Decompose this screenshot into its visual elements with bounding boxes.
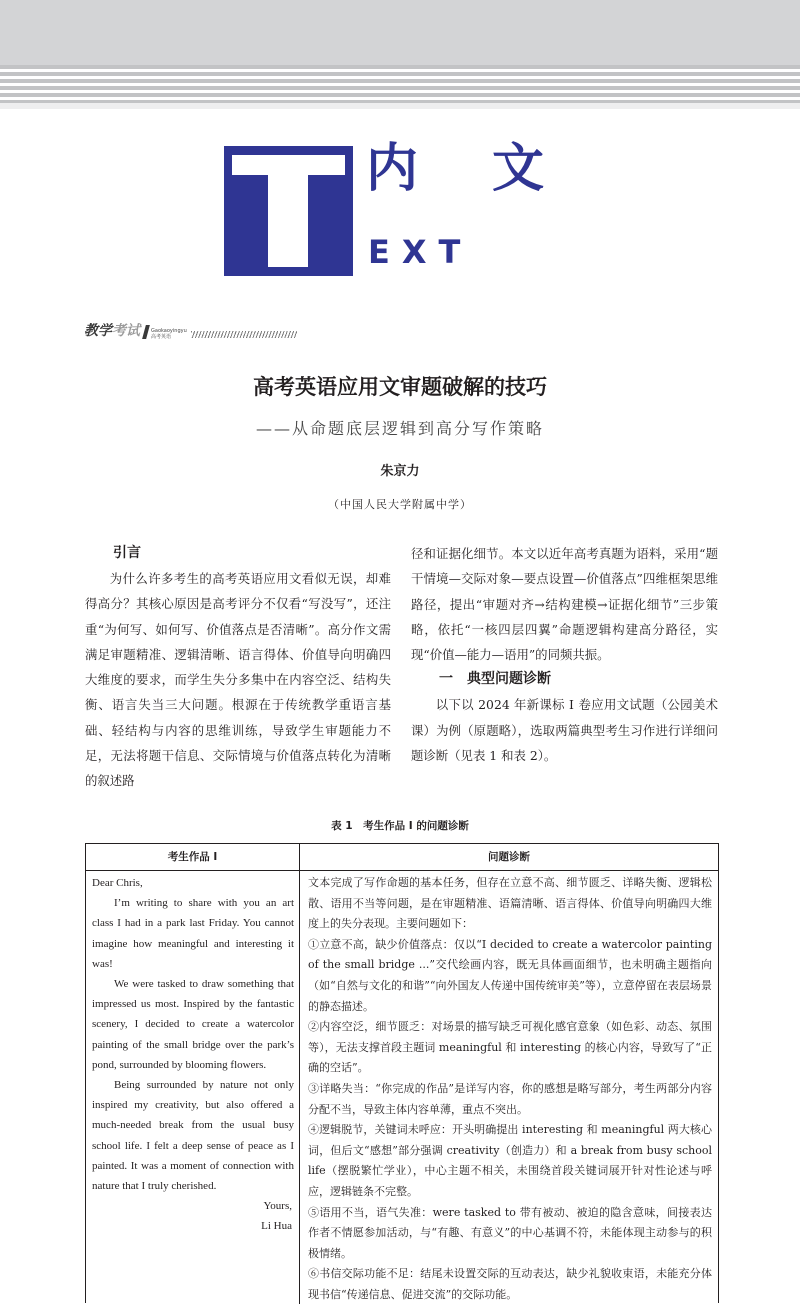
logo-cn-char-2: 文: [492, 139, 545, 199]
diagnosis-item-6: ⑥书信交际功能不足：结尾未设置交际的互动表达，缺少礼貌收束语，未能充分体现书信“传递信息、促进交流”的交际功能。: [308, 1267, 712, 1301]
intro-paragraph-continued: 径和证据化细节。本文以近年高考真题为语料，采用“题干情境—交际对象—要点设置—价值落点”四维框架思维路径，提出“审题对齐→结构建模→证据化细节”三步策略，依托“一核四层四翼”命题逻辑构建高分路径，实现“价值—能力—语用”的同频共振。: [411, 546, 718, 663]
header-stripes-fade: [0, 103, 800, 109]
logo-en-text: EXT: [368, 233, 473, 271]
diagnosis-cell: [308, 873, 712, 1305]
logo-t-stem: [268, 175, 308, 267]
diagnosis-item-2: ②内容空泛，细节匮乏：对场景的描写缺乏可视化感官意象（如色彩、动态、氛围等），无法支撑首段主题词 meaningful 和 interesting 的核心内容，导致写了“正确的空话”。: [308, 1020, 712, 1075]
student-paragraph-2: We were tasked to draw something that impressed us most. Inspired by the fantastic scenery, I decided to create a watercolor painting of the small bridge over the park’s pond, surrounded by blooming flowers.: [92, 978, 294, 1071]
diagnosis-item-4: ④逻辑脱节，关键词未呼应：开头明确提出 interesting 和 meaningful 两大核心词，但后文“感想”部分强调 creativity（创造力）和 a break from busy school life（摆脱繁忙学业），中心主题不相关，未围绕首段关键词展开针对性论述与呼应，逻辑链条不完整。: [308, 1123, 712, 1198]
body-column-right: [411, 541, 718, 768]
student-work-cell: [92, 873, 294, 1237]
table-header-student: 考生作品 Ⅰ: [167, 851, 218, 863]
student-paragraph-1: I’m writing to share with you an art class I had in a park last Friday. You cannot imagine how meaningful and interesting it was!: [92, 897, 294, 970]
header-band: [0, 0, 800, 65]
diagnosis-table: [85, 843, 719, 1303]
text-logo-icon: [224, 146, 353, 276]
section-1-heading: 一 典型问题诊断: [439, 671, 551, 688]
diagnosis-item-3: ③详略失当：“你完成的作品”是详写内容，你的感想是略写部分，考生两部分内容分配不当，导致主体内容单薄，重点不突出。: [308, 1081, 712, 1116]
body-column-left: [85, 541, 391, 794]
student-closing: Yours,: [263, 1200, 292, 1213]
diagnosis-item-1: ①立意不高，缺少价值落点：仅以“I decided to create a watercolor painting of the small bridge ...”交代绘画内容，既无具体画面细节，也未明确主题指向（如“自然与文化的和谐”“向外国友人传递中国传统审美”等），立意停留在表层场景的静态描述。: [308, 937, 712, 1013]
column-label-title: 教学考试: [84, 323, 140, 339]
logo-t-bar: [232, 155, 345, 175]
column-label-small: Gaokaoyingyu 高考英语: [151, 328, 187, 340]
article-subtitle: ——从命题底层逻辑到高分写作策略: [255, 419, 544, 438]
column-label-hatch: [191, 331, 297, 338]
table-header-divider: [86, 870, 718, 871]
table-column-divider: [299, 844, 300, 1304]
table-header-diagnosis: 问题诊断: [488, 851, 530, 863]
table-caption: 表 1 考生作品 Ⅰ 的问题诊断: [331, 820, 469, 832]
logo-cn-char-1: 内: [366, 139, 419, 199]
diagnosis-intro: 文本完成了写作命题的基本任务，但存在立意不高、细节匮乏、详略失衡、逻辑松散、语用不当等问题，是在审题精准、语篇清晰、语言得体、价值导向明确四大维度上的失分表现。主要问题如下：: [308, 876, 712, 931]
article-affiliation: （中国人民大学附属中学）: [328, 498, 472, 511]
article-author: 朱京力: [380, 464, 420, 479]
intro-paragraph: 为什么许多考生的高考英语应用文看似无误，却难得高分？其核心原因是高考评分不仅看“写没写”，还注重“为何写、如何写、价值落点是否清晰”。高分作文需满足审题精准、逻辑清晰、语言得体、价值导向明确四大维度的要求，而学生失分多集中在内容空泛、结构失衡、语言失当三大问题。根源在于传统教学重语言基础、轻结构与内容的思维训练，导致学生审题能力不足，无法将题干信息、交际情境与价值落点转化为清晰的叙述路: [85, 571, 391, 789]
student-name: Li Hua: [261, 1220, 292, 1233]
header-stripes: [0, 65, 800, 103]
column-label: [84, 320, 297, 340]
student-paragraph-3: Being surrounded by nature not only inspired my creativity, but also offered a much-needed break from the usual busy school life. I felt a deep sense of peace as I painted. It was a moment of connection with nature that I truly cherished.: [92, 1079, 294, 1193]
intro-heading: 引言: [113, 545, 141, 561]
article-title: 高考英语应用文审题破解的技巧: [253, 374, 547, 399]
student-greeting: Dear Chris,: [92, 877, 143, 889]
diagnosis-item-5: ⑤语用不当，语气失准：were tasked to 带有被动、被迫的隐含意味，间接表达作者不情愿参加活动，与“有趣、有意义”的中心基调不符，未能体现主动参与的积极情绪。: [308, 1205, 712, 1260]
section-1-paragraph: 以下以 2024 年新课标 Ⅰ 卷应用文试题（公园美术课）为例（原题略），选取两篇典型考生习作进行详细问题诊断（见表 1 和表 2）。: [411, 697, 718, 764]
column-label-separator: [142, 325, 150, 339]
